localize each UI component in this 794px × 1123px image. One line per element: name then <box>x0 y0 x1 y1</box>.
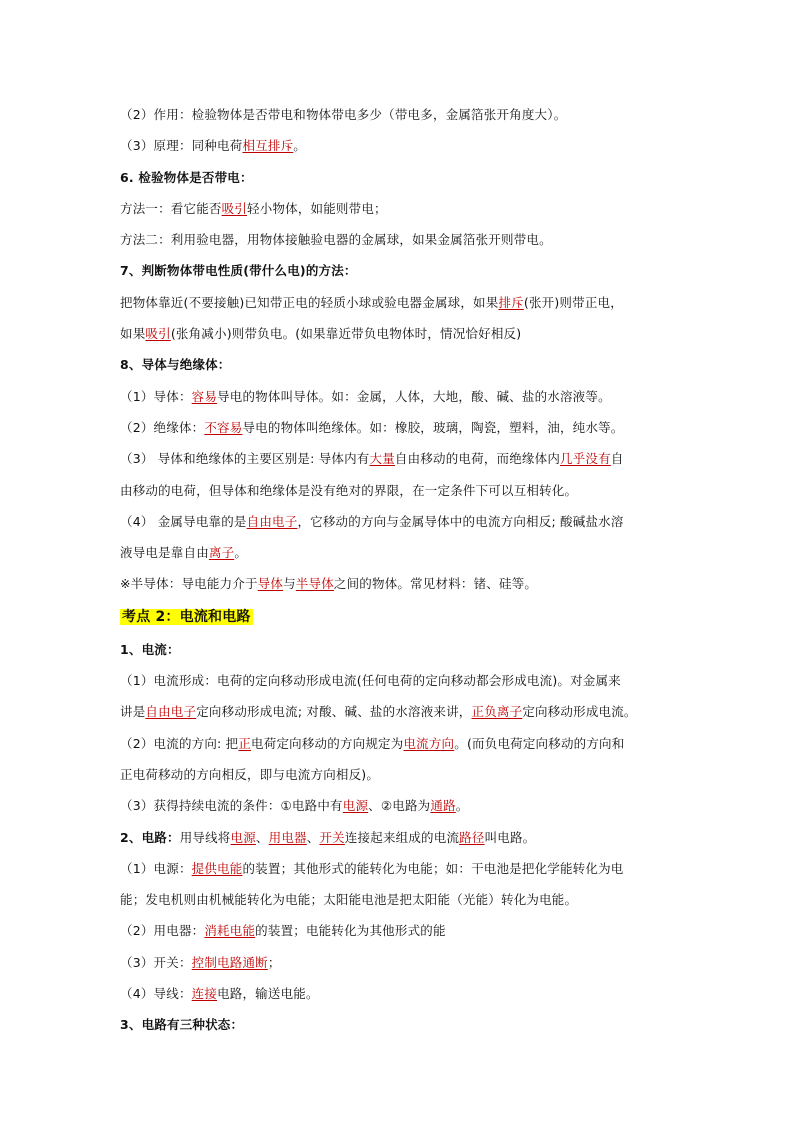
key-term: 几乎没有 <box>560 451 611 467</box>
text-run: 1、电流： <box>120 641 180 657</box>
key-term: 电源 <box>230 829 256 845</box>
text-line <box>120 665 680 696</box>
text-run: 与 <box>283 576 296 592</box>
text-run: 。 <box>455 798 469 814</box>
text-line <box>120 853 680 884</box>
key-term: 提供电能 <box>191 860 243 876</box>
text-run: 液导电是靠自由 <box>120 545 209 561</box>
text-line <box>120 568 680 599</box>
key-term: 正 <box>238 735 252 751</box>
text-run: 自由移动的电荷，而绝缘体内 <box>394 451 561 467</box>
text-run: 、 <box>255 829 269 845</box>
text-line <box>120 759 680 790</box>
text-line <box>120 884 680 915</box>
key-term: 导体 <box>257 576 284 592</box>
text-run: 、②电路为 <box>368 798 431 814</box>
text-run: 。 <box>234 545 248 561</box>
text-run: 如果 <box>120 326 146 342</box>
text-line <box>120 600 680 634</box>
key-term: 开关 <box>319 829 345 845</box>
text-run: (张角减小)则带负电。(如果靠近带负电物体时，情况恰好相反) <box>170 326 522 342</box>
section-heading: 考点 2：电流和电路 <box>122 608 251 625</box>
key-term: 电流方向 <box>403 735 455 751</box>
text-run: 能；发电机则由机械能转化为电能；太阳能电池是把太阳能（光能）转化为电能。 <box>120 892 578 908</box>
text-run: 7、判断物体带电性质(带什么电)的方法： <box>120 263 357 279</box>
text-run: 正电荷移动的方向相反，即与电流方向相反)。 <box>120 766 380 782</box>
text-run: 电荷定向移动的方向规定为 <box>251 735 404 751</box>
key-term: 半导体 <box>295 576 334 592</box>
text-run: 叫电路。 <box>484 829 536 845</box>
text-run: （3）开关： <box>120 954 192 970</box>
key-term: 连接 <box>191 986 218 1002</box>
text-run: 6. 检验物体是否带电： <box>120 169 253 185</box>
key-term: 相互排斥 <box>242 138 294 154</box>
key-term: 大量 <box>369 451 395 467</box>
text-line <box>120 193 680 224</box>
text-run: ，它移动的方向与金属导体中的电流方向相反; 酸碱盐水溶 <box>297 513 624 529</box>
key-term: 容易 <box>191 388 218 404</box>
key-term: 用电器 <box>268 829 307 845</box>
text-run: （2）绝缘体： <box>120 419 205 435</box>
text-line <box>120 443 680 474</box>
key-term: 不容易 <box>204 419 243 435</box>
text-run: 的装置；电能转化为其他形式的能 <box>255 923 446 939</box>
text-run: （4）导线： <box>120 986 192 1002</box>
text-run: 由移动的电荷，但导体和绝缘体是没有绝对的界限，在一定条件下可以互相转化。 <box>120 482 578 498</box>
text-run: 轻小物体，如能则带电； <box>247 200 387 216</box>
text-run: 导电的物体叫绝缘体。如：橡胶，玻璃，陶瓷，塑料，油，纯水等。 <box>242 419 624 435</box>
text-run: 定向移动形成电流。 <box>522 704 637 720</box>
text-run: 导电的物体叫导体。如：金属，人体，大地，酸、碱、盐的水溶液等。 <box>217 388 611 404</box>
text-run: （2）用电器： <box>120 923 205 939</box>
key-term: 自由电子 <box>246 513 298 529</box>
text-run: 讲是 <box>120 704 146 720</box>
text-run: 之间的物体。常见材料：锗、硅等。 <box>333 576 538 592</box>
text-run: 、 <box>306 829 320 845</box>
text-line <box>120 728 680 759</box>
text-run: 方法二：利用验电器，用物体接触验电器的金属球，如果金属箔张开则带电。 <box>120 232 552 248</box>
text-run: （3）原理：同种电荷 <box>120 138 243 154</box>
key-term: 消耗电能 <box>204 923 256 939</box>
key-term: 离子 <box>208 545 235 561</box>
document-page <box>120 99 680 1041</box>
text-line <box>120 349 680 380</box>
text-run: ； <box>267 954 281 970</box>
text-line <box>120 790 680 821</box>
text-line <box>120 1009 680 1040</box>
text-line <box>120 381 680 412</box>
text-run: 连接起来组成的电流 <box>344 829 460 845</box>
text-line <box>120 412 680 443</box>
text-run: （3）获得持续电流的条件：①电路中有 <box>120 798 343 814</box>
text-run: 自 <box>610 451 624 467</box>
text-run: （1）导体： <box>120 388 192 404</box>
key-term: 正负离子 <box>471 704 523 720</box>
text-line <box>120 287 680 318</box>
text-run: 2、电路： <box>120 829 180 845</box>
text-run: 把物体靠近(不要接触)已知带正电的轻质小球或验电器金属球，如果 <box>120 294 499 310</box>
text-line <box>120 978 680 1009</box>
text-run: 。 <box>293 138 306 154</box>
text-line <box>120 318 680 349</box>
text-line <box>120 99 680 130</box>
text-run: 电路，输送电能。 <box>217 986 319 1002</box>
text-line <box>120 822 680 853</box>
text-line <box>120 224 680 255</box>
text-line <box>120 915 680 946</box>
key-term: 路径 <box>459 829 485 845</box>
text-run: （2）电流的方向: 把 <box>120 735 239 751</box>
key-term: 通路 <box>430 798 456 814</box>
text-line <box>120 475 680 506</box>
text-run: 的装置；其他形式的能转化为电能；如：干电池是把化学能转化为电 <box>242 860 624 876</box>
key-term: 控制电路通断 <box>191 954 268 970</box>
text-line <box>120 130 680 161</box>
key-term: 吸引 <box>145 326 171 342</box>
key-term: 自由电子 <box>145 704 197 720</box>
text-line <box>120 537 680 568</box>
text-run: 方法一：看它能否 <box>120 200 222 216</box>
text-line <box>120 947 680 978</box>
text-run: 。(而负电荷定向移动的方向和 <box>454 735 625 751</box>
text-run: （1）电源： <box>120 860 192 876</box>
text-line <box>120 506 680 537</box>
text-run: 3、电路有三种状态： <box>120 1017 244 1033</box>
text-line <box>120 162 680 193</box>
text-run: （1）电流形成：电荷的定向移动形成电流(任何电荷的定向移动都会形成电流)。对金属来 <box>120 673 621 689</box>
text-run: (张开)则带正电， <box>523 294 623 310</box>
text-run: ※半导体：导电能力介于 <box>120 576 258 592</box>
key-term: 排斥 <box>498 294 524 310</box>
text-line <box>120 696 680 727</box>
key-term: 吸引 <box>221 200 248 216</box>
text-run: （3） 导体和绝缘体的主要区别是: 导体内有 <box>120 451 370 467</box>
text-line <box>120 634 680 665</box>
text-run: （4） 金属导电靠的是 <box>120 513 247 529</box>
text-line <box>120 255 680 286</box>
text-run: 定向移动形成电流; 对酸、碱、盐的水溶液来讲， <box>196 704 472 720</box>
key-term: 电源 <box>342 798 369 814</box>
text-run: 用导线将 <box>179 829 231 845</box>
text-run: （2）作用：检验物体是否带电和物体带电多少（带电多，金属箔张开角度大）。 <box>120 107 567 122</box>
text-run: 8、导体与绝缘体： <box>120 357 231 373</box>
